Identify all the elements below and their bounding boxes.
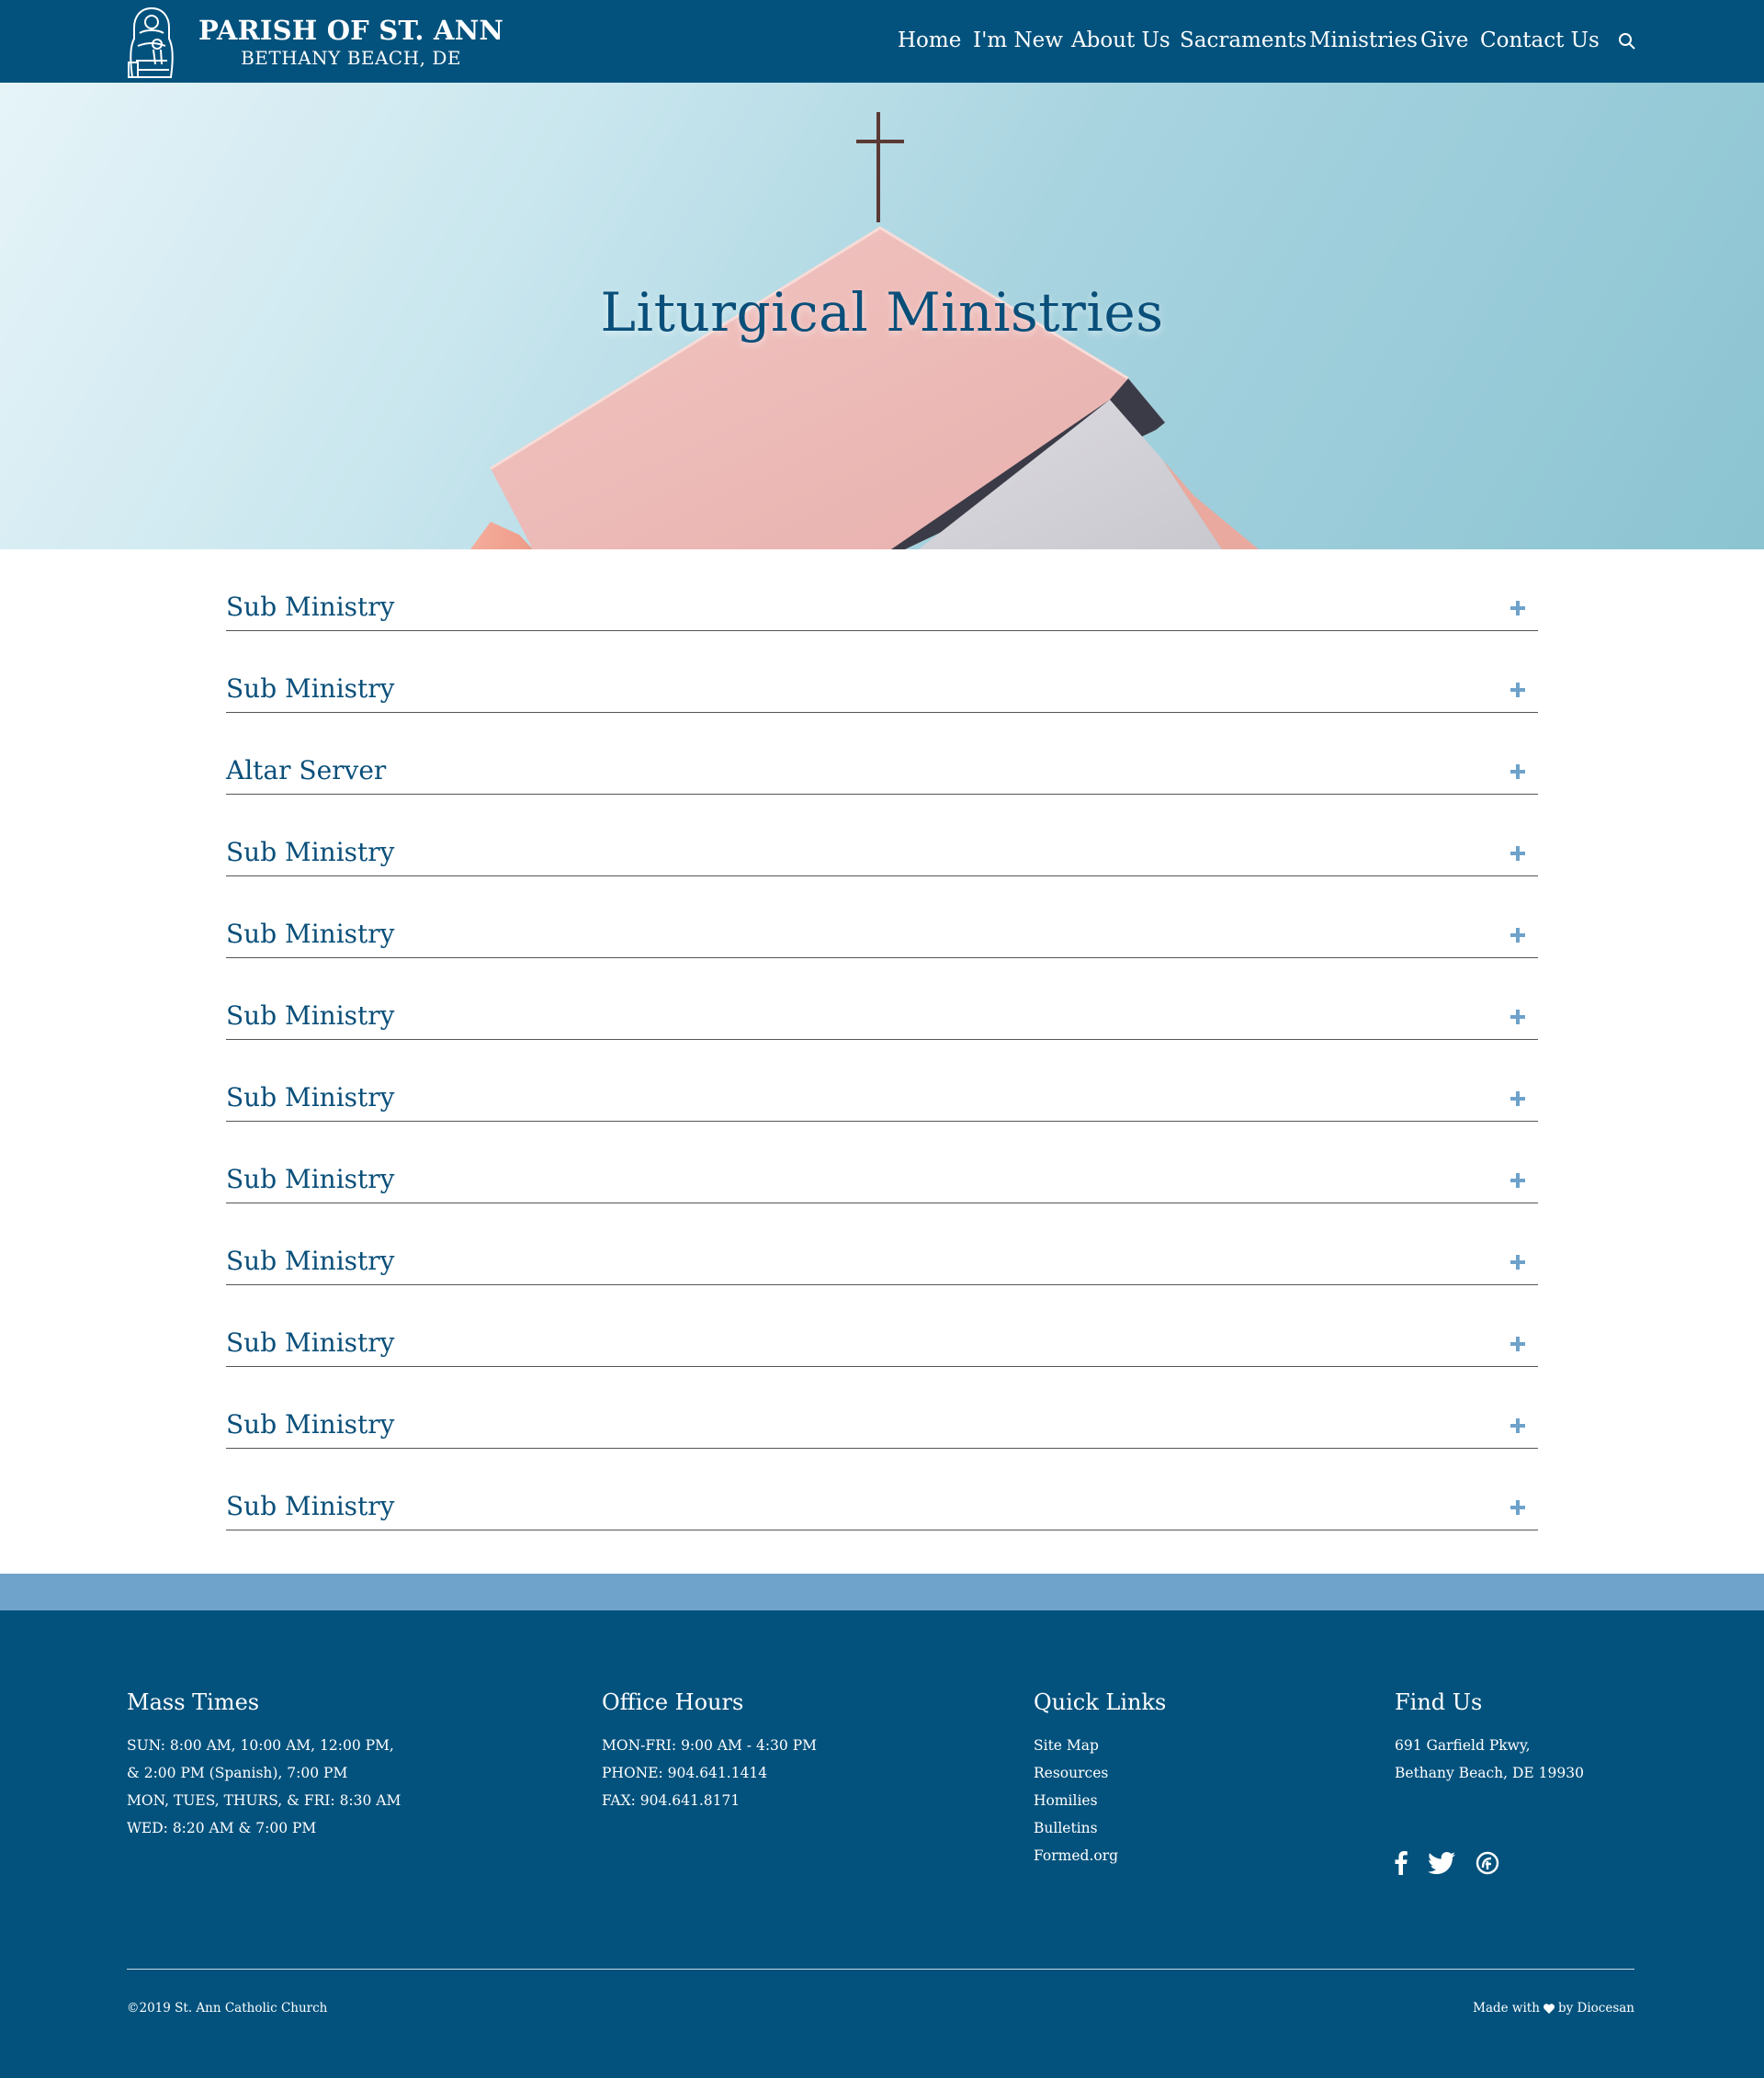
copyright-text: ©2019 St. Ann Catholic Church	[127, 2001, 328, 2016]
hero-banner	[0, 83, 1764, 549]
footer-text	[602, 1732, 817, 1814]
footer-heading: Mass Times	[127, 1689, 260, 1715]
plus-icon[interactable]	[1510, 1337, 1525, 1351]
accordion-title[interactable]: Altar Server	[226, 755, 387, 785]
accordion-item[interactable]	[226, 670, 1538, 751]
nav-sacraments[interactable]: Sacraments	[1180, 28, 1307, 52]
address-line: 691 Garfield Pkwy,	[1395, 1737, 1531, 1754]
footer-heading: Office Hours	[602, 1689, 744, 1715]
footer-address[interactable]	[1395, 1732, 1584, 1787]
accordion-item[interactable]	[226, 1406, 1538, 1487]
ministries-accordion	[226, 588, 1538, 1569]
footer-quick-links	[1034, 1689, 1166, 1869]
office-fax: FAX: 904.641.8171	[602, 1792, 741, 1809]
plus-icon[interactable]	[1510, 846, 1525, 861]
accordion-item[interactable]	[226, 1079, 1538, 1160]
address-line: Bethany Beach, DE 19930	[1395, 1765, 1584, 1781]
social-links	[1395, 1851, 1499, 1875]
made-with-prefix: Made with	[1473, 2001, 1540, 2016]
accordion-divider	[226, 1284, 1538, 1285]
twitter-icon[interactable]	[1428, 1852, 1455, 1874]
accordion-divider	[226, 957, 1538, 958]
accordion-divider	[226, 875, 1538, 876]
accordion-divider	[226, 1448, 1538, 1449]
accordion-title[interactable]: Sub Ministry	[226, 1327, 395, 1358]
footer-divider	[127, 1969, 1634, 1970]
office-hours-line: MON-FRI: 9:00 AM - 4:30 PM	[602, 1737, 817, 1754]
mass-times-line: & 2:00 PM (Spanish), 7:00 PM	[127, 1765, 348, 1781]
plus-icon[interactable]	[1510, 1500, 1525, 1515]
accordion-divider	[226, 712, 1538, 713]
accordion-title[interactable]: Sub Ministry	[226, 1491, 395, 1521]
plus-icon[interactable]	[1510, 1173, 1525, 1188]
quick-link-bulletins[interactable]: Bulletins	[1034, 1820, 1098, 1836]
plus-icon[interactable]	[1510, 1091, 1525, 1106]
nav-contact-us[interactable]: Contact Us	[1480, 28, 1600, 52]
quick-link-formed[interactable]: Formed.org	[1034, 1847, 1119, 1864]
plus-icon[interactable]	[1510, 928, 1525, 943]
accordion-title[interactable]: Sub Ministry	[226, 919, 395, 949]
mass-times-line: SUN: 8:00 AM, 10:00 AM, 12:00 PM,	[127, 1737, 394, 1754]
quick-link-homilies[interactable]: Homilies	[1034, 1792, 1098, 1809]
accordion-item[interactable]	[226, 1242, 1538, 1324]
page-title-text: Liturgical Ministries	[600, 281, 1164, 344]
quick-link-resources[interactable]: Resources	[1034, 1765, 1109, 1781]
accordion-item[interactable]	[226, 1324, 1538, 1406]
mass-times-line: MON, TUES, THURS, & FRI: 8:30 AM	[127, 1792, 401, 1809]
accordion-item[interactable]	[226, 1160, 1538, 1242]
made-with-credit[interactable]	[1473, 2001, 1634, 2016]
accordion-title[interactable]: Sub Ministry	[226, 1409, 395, 1440]
accordion-title[interactable]: Sub Ministry	[226, 673, 395, 704]
office-phone[interactable]: PHONE: 904.641.1414	[602, 1765, 768, 1781]
accordion-item[interactable]	[226, 588, 1538, 670]
accordion-item[interactable]	[226, 997, 1538, 1079]
accordion-divider	[226, 794, 1538, 795]
heart-icon	[1544, 2004, 1555, 2014]
logo-title: PARISH OF ST. ANN	[198, 15, 504, 46]
nav-im-new[interactable]: I'm New	[973, 28, 1063, 52]
footer-text	[127, 1732, 401, 1842]
accordion-title[interactable]: Sub Ministry	[226, 837, 395, 867]
footer-mass-times	[127, 1689, 401, 1842]
accordion-title[interactable]: Sub Ministry	[226, 592, 395, 622]
accordion-title[interactable]: Sub Ministry	[226, 1082, 395, 1112]
accordion-item[interactable]	[226, 1487, 1538, 1569]
nav-about-us[interactable]: About Us	[1071, 28, 1170, 52]
accordion-title[interactable]: Sub Ministry	[226, 1000, 395, 1031]
page-title	[0, 281, 1764, 344]
footer-heading: Find Us	[1395, 1689, 1483, 1715]
quick-link-site-map[interactable]: Site Map	[1034, 1737, 1099, 1754]
main-nav	[0, 25, 1764, 56]
site-header	[0, 0, 1764, 83]
accordion-title[interactable]: Sub Ministry	[226, 1246, 395, 1276]
footer-accent-band	[0, 1574, 1764, 1610]
search-icon[interactable]	[1617, 31, 1637, 51]
site-footer	[0, 1610, 1764, 2078]
accordion-item[interactable]	[226, 751, 1538, 833]
accordion-divider	[226, 1366, 1538, 1367]
accordion-divider	[226, 1121, 1538, 1122]
plus-icon[interactable]	[1510, 1255, 1525, 1270]
flocknote-icon[interactable]	[1476, 1851, 1499, 1875]
plus-icon[interactable]	[1510, 601, 1525, 615]
plus-icon[interactable]	[1510, 764, 1525, 779]
made-with-suffix: by Diocesan	[1557, 2001, 1634, 2016]
accordion-divider	[226, 630, 1538, 631]
plus-icon[interactable]	[1510, 1418, 1525, 1433]
accordion-item[interactable]	[226, 833, 1538, 915]
plus-icon[interactable]	[1510, 683, 1525, 697]
footer-find-us	[1395, 1689, 1584, 1787]
nav-give[interactable]: Give	[1420, 28, 1469, 52]
nav-home[interactable]: Home	[898, 28, 962, 52]
plus-icon[interactable]	[1510, 1010, 1525, 1024]
footer-heading: Quick Links	[1034, 1689, 1167, 1715]
facebook-icon[interactable]	[1395, 1851, 1408, 1875]
accordion-item[interactable]	[226, 915, 1538, 997]
logo-subtitle: BETHANY BEACH, DE	[241, 47, 462, 69]
quick-links-list	[1034, 1732, 1166, 1869]
nav-ministries[interactable]: Ministries	[1309, 28, 1418, 52]
accordion-title[interactable]: Sub Ministry	[226, 1164, 395, 1194]
accordion-divider	[226, 1039, 1538, 1040]
footer-office-hours	[602, 1689, 817, 1814]
mass-times-line: WED: 8:20 AM & 7:00 PM	[127, 1820, 317, 1836]
